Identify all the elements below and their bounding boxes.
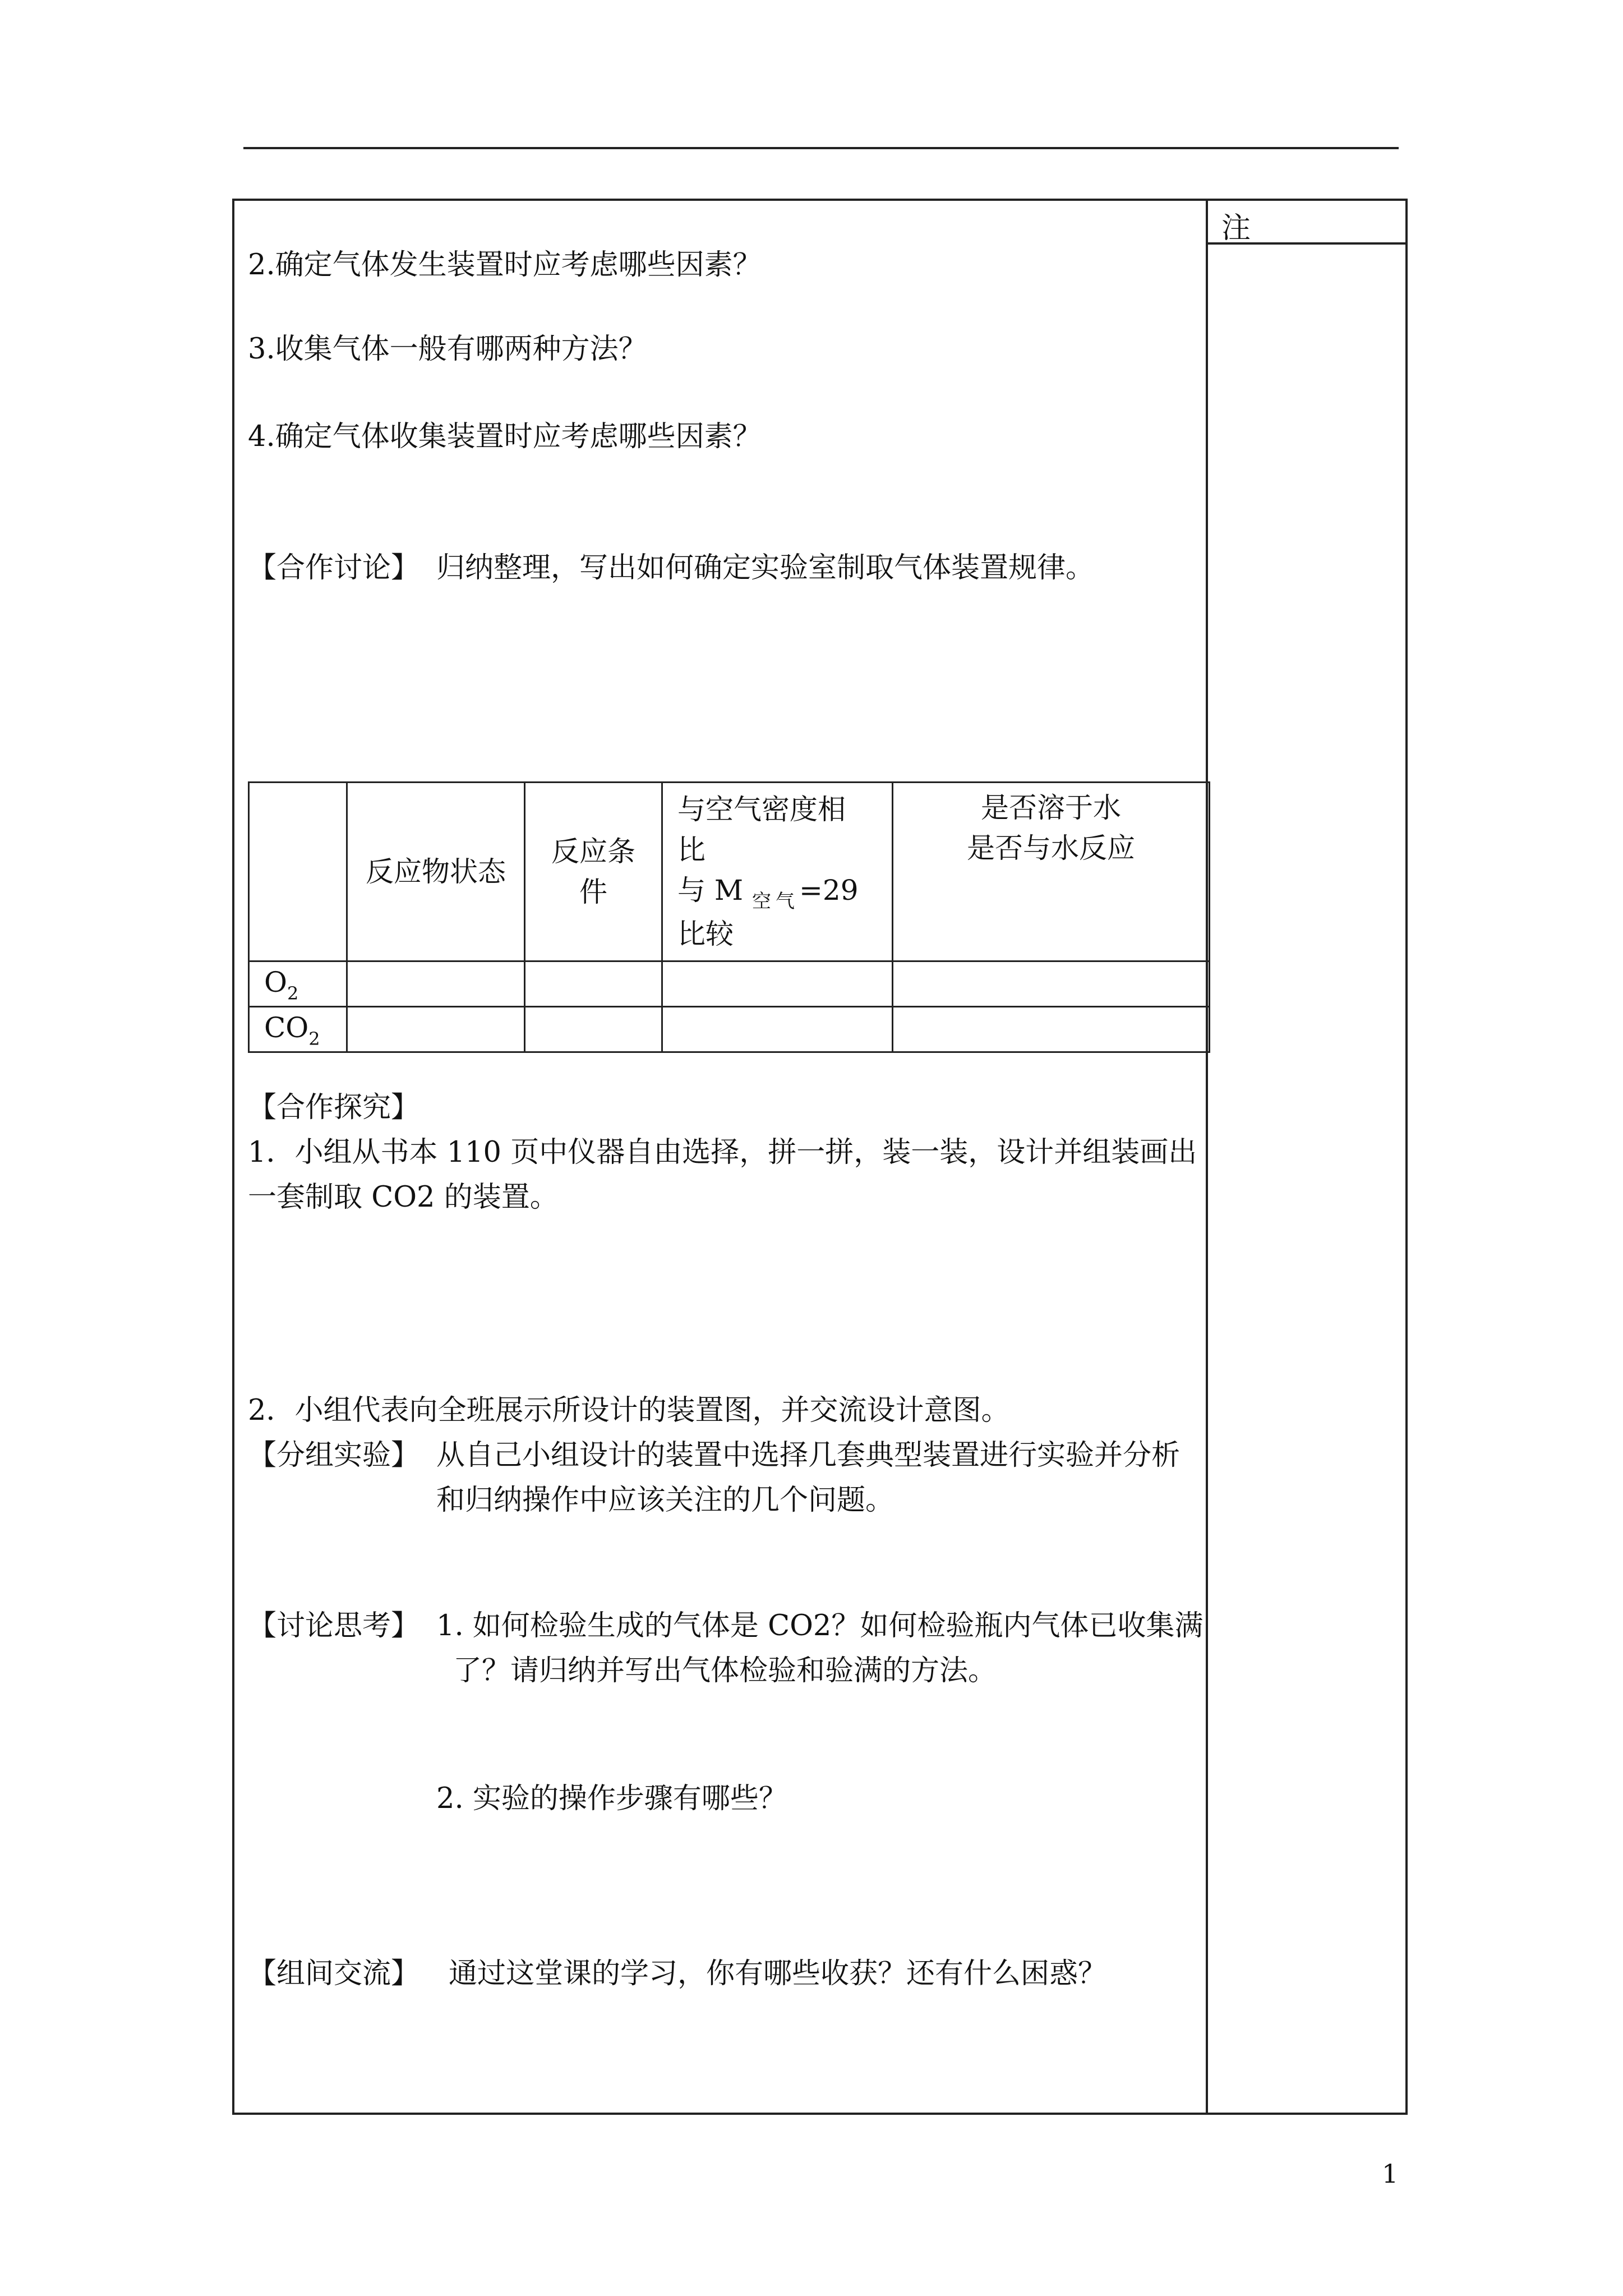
- table-row-co2: [249, 1007, 1210, 1052]
- table-cell: [662, 961, 893, 1007]
- header-water-line1: 是否溶于水: [981, 792, 1121, 824]
- page-number: 1: [1382, 2159, 1399, 2189]
- table-header-row: [249, 783, 1210, 961]
- header-density-line4: 比较: [677, 918, 734, 950]
- table-cell: [347, 961, 525, 1007]
- table-row-o2: [249, 961, 1210, 1007]
- group-experiment-line2: 和归纳操作中应该关注的几个问题。: [436, 1484, 895, 1517]
- header-reaction-condition: [525, 783, 662, 961]
- row-label-co2: $CO_2$: [249, 1007, 347, 1052]
- group-experiment-label: 【分组实验】: [248, 1439, 420, 1472]
- header-density-29: =29: [799, 874, 859, 907]
- exchange-label: 【组间交流】: [248, 1957, 420, 1990]
- explore-item1-line2: 一套制取 CO2 的装置。: [248, 1181, 559, 1214]
- header-density-air-subscript: 空气: [752, 890, 799, 913]
- think-q2: 2. 实验的操作步骤有哪些？: [436, 1782, 787, 1815]
- table-cell: [662, 1007, 893, 1052]
- discussion-text: 归纳整理，写出如何确定实验室制取气体装置规律。: [436, 551, 1095, 585]
- header-density-m: 与 M: [677, 874, 744, 907]
- header-condition-line1: 反应条: [551, 835, 635, 868]
- explore-label: 【合作探究】: [248, 1091, 420, 1124]
- table-cell: [525, 961, 662, 1007]
- notes-column-header: 注: [1221, 211, 1251, 245]
- table-cell: [347, 1007, 525, 1052]
- question-4: 4.确定气体收集装置时应考虑哪些因素？: [248, 420, 762, 453]
- think-q1-line1: 1. 如何检验生成的气体是 CO2？如何检验瓶内气体已收集满: [436, 1609, 1204, 1642]
- question-3: 3.收集气体一般有哪两种方法？: [248, 333, 647, 366]
- table-corner-cell: [249, 783, 347, 961]
- header-density: [662, 783, 893, 961]
- header-water-line2: 是否与水反应: [967, 832, 1135, 864]
- discussion-label: 【合作讨论】: [248, 551, 420, 585]
- header-water: [893, 783, 1210, 961]
- explore-item2: 2．小组代表向全班展示所设计的装置图，并交流设计意图。: [248, 1394, 1010, 1427]
- group-experiment-line1: 从自己小组设计的装置中选择几套典型装置进行实验并分析: [436, 1439, 1181, 1472]
- header-density-line3: [677, 870, 892, 914]
- header-density-line1: 与空气密度相: [677, 793, 846, 826]
- table-cell: [893, 961, 1210, 1007]
- header-condition-line2: 件: [579, 876, 607, 908]
- header-density-line2: 比: [677, 834, 706, 866]
- header-rule: [243, 147, 1399, 149]
- row-label-o2: $O_2$: [249, 961, 347, 1007]
- explore-item1-line1: 1．小组从书本 110 页中仪器自由选择，拼一拼，装一装，设计并组装画出: [248, 1136, 1197, 1169]
- think-label: 【讨论思考】: [248, 1609, 420, 1642]
- notes-column-divider: [1206, 199, 1208, 2115]
- gas-properties-table: [248, 781, 1210, 1053]
- question-2: 2.确定气体发生装置时应考虑哪些因素？: [248, 249, 762, 282]
- table-cell: [893, 1007, 1210, 1052]
- header-reactant-state: 反应物状态: [347, 783, 525, 961]
- exchange-text: 通过这堂课的学习，你有哪些收获？还有什么困惑？: [449, 1957, 1107, 1990]
- table-cell: [525, 1007, 662, 1052]
- think-q1-line2: 了？请归纳并写出气体检验和验满的方法。: [453, 1654, 997, 1687]
